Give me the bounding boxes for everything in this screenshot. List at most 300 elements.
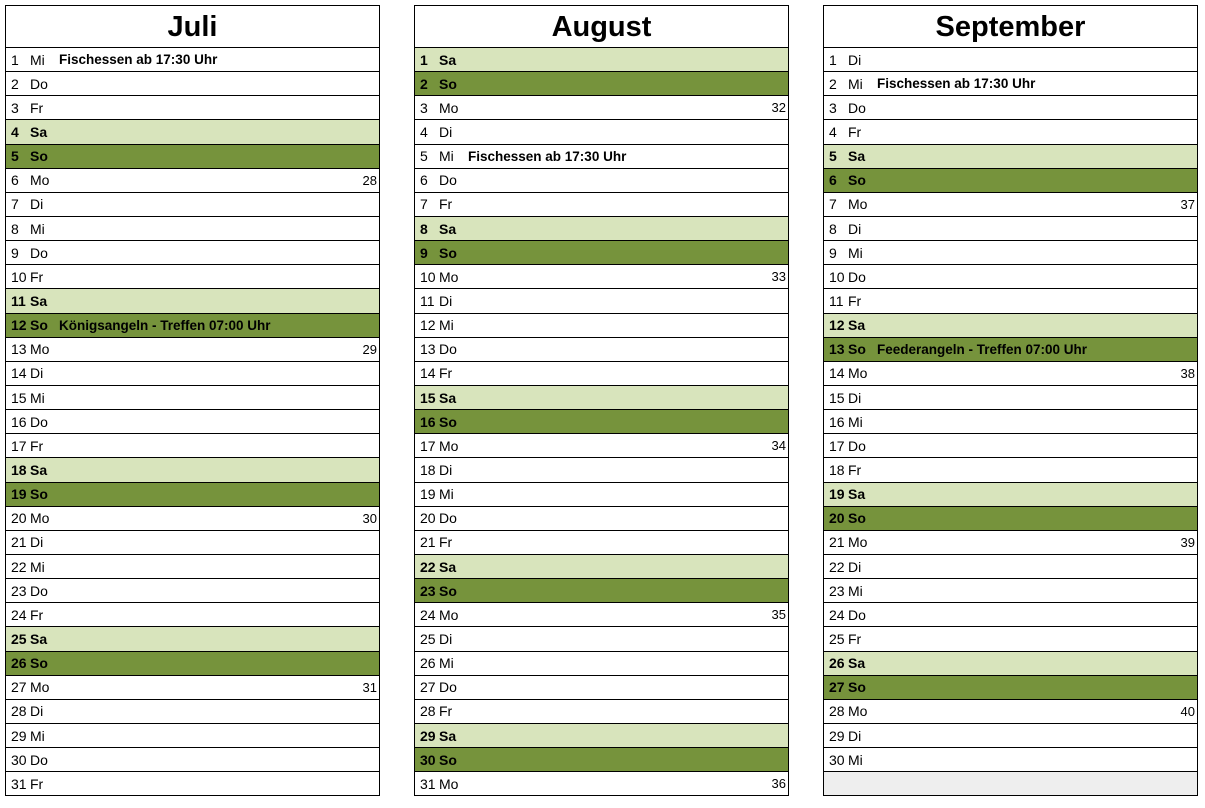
day-row (6, 483, 379, 507)
weekday: Fr (848, 292, 862, 309)
day-row (824, 652, 1197, 676)
weekday: Mo (30, 679, 50, 696)
weekday: Fr (30, 606, 44, 623)
week-number: 32 (771, 100, 786, 116)
day-row (415, 289, 788, 313)
day-row (415, 72, 788, 96)
day-row (415, 145, 788, 169)
day-number: 10 (420, 268, 436, 285)
day-row (415, 603, 788, 627)
day-row (6, 386, 379, 410)
weekday: Fr (30, 268, 44, 285)
weekday: Do (439, 679, 457, 696)
weekday: Fr (30, 99, 44, 116)
day-number: 2 (420, 75, 428, 92)
day-row (415, 700, 788, 724)
day-number: 1 (11, 51, 19, 68)
weekday: So (439, 75, 457, 92)
day-row (6, 724, 379, 748)
weekday: Mi (848, 582, 863, 599)
day-number: 19 (420, 486, 436, 503)
weekday: Di (848, 727, 862, 744)
weekday: Sa (439, 558, 457, 575)
weekday: Di (439, 461, 453, 478)
day-number: 26 (420, 655, 436, 672)
day-number: 1 (829, 51, 837, 68)
weekday: Fr (30, 437, 44, 454)
day-row (6, 72, 379, 96)
day-number: 17 (829, 437, 845, 454)
weekday: Di (848, 51, 862, 68)
day-row (6, 362, 379, 386)
day-number: 5 (420, 148, 428, 165)
weekday: Sa (30, 630, 48, 647)
day-row (6, 120, 379, 144)
weekday: Mo (439, 775, 459, 792)
day-row (415, 265, 788, 289)
month-title: September (824, 6, 1197, 48)
day-number: 20 (829, 510, 845, 527)
day-number: 9 (11, 244, 19, 261)
day-row (824, 386, 1197, 410)
day-number: 8 (829, 220, 837, 237)
day-row (824, 169, 1197, 193)
day-number: 13 (420, 341, 436, 358)
weekday: So (30, 148, 48, 165)
weekday: So (439, 582, 457, 599)
day-row (6, 458, 379, 482)
day-row (6, 748, 379, 772)
day-row (6, 531, 379, 555)
weekday: So (848, 341, 866, 358)
weekday: Fr (30, 775, 44, 792)
day-number: 16 (11, 413, 27, 430)
day-number: 24 (11, 606, 27, 623)
weekday: Di (848, 220, 862, 237)
week-number: 34 (771, 438, 786, 454)
week-number: 36 (771, 776, 786, 792)
weekday: So (848, 172, 866, 189)
weekday: Mi (439, 148, 454, 165)
day-row (415, 507, 788, 531)
event-label: Fischessen ab 17:30 Uhr (877, 76, 1036, 92)
weekday: Di (30, 534, 44, 551)
day-row (415, 579, 788, 603)
day-row (824, 338, 1197, 362)
day-number: 9 (829, 244, 837, 261)
day-number: 14 (829, 365, 845, 382)
weekday: Sa (439, 51, 457, 68)
day-row (824, 193, 1197, 217)
day-number: 17 (420, 437, 436, 454)
day-row (824, 289, 1197, 313)
day-row (415, 386, 788, 410)
day-row (415, 458, 788, 482)
day-number: 22 (829, 558, 845, 575)
day-number: 21 (829, 534, 845, 551)
weekday: Mi (848, 751, 863, 768)
day-row (415, 483, 788, 507)
weekday: Fr (848, 630, 862, 647)
month-column (414, 5, 789, 796)
week-number: 38 (1180, 365, 1195, 381)
weekday: Sa (439, 727, 457, 744)
day-row (415, 627, 788, 651)
weekday: Fr (848, 461, 862, 478)
day-number: 20 (11, 510, 27, 527)
weekday: So (439, 751, 457, 768)
day-row (824, 555, 1197, 579)
weekday: Mo (848, 365, 868, 382)
day-row (824, 603, 1197, 627)
day-row (6, 579, 379, 603)
day-number: 15 (420, 389, 436, 406)
day-number: 25 (829, 630, 845, 647)
day-row (824, 579, 1197, 603)
day-number: 26 (829, 655, 845, 672)
day-row (6, 48, 379, 72)
weekday: Do (848, 606, 866, 623)
day-number: 12 (420, 317, 436, 334)
day-row (824, 748, 1197, 772)
day-row (415, 217, 788, 241)
weekday: Mo (439, 606, 459, 623)
weekday: Mi (439, 655, 454, 672)
event-label: Königsangeln - Treffen 07:00 Uhr (59, 317, 271, 333)
day-row (824, 265, 1197, 289)
empty-row (824, 772, 1197, 796)
day-row (415, 48, 788, 72)
day-number: 30 (829, 751, 845, 768)
day-row (6, 555, 379, 579)
day-number: 21 (11, 534, 27, 551)
week-number: 31 (362, 679, 377, 695)
day-number: 13 (11, 341, 27, 358)
day-number: 17 (11, 437, 27, 454)
day-number: 11 (420, 292, 435, 309)
weekday: Sa (848, 486, 866, 503)
weekday: Mi (30, 727, 45, 744)
day-number: 8 (420, 220, 428, 237)
day-number: 3 (11, 99, 19, 116)
week-number: 40 (1180, 703, 1195, 719)
day-number: 23 (11, 582, 27, 599)
weekday: Do (848, 268, 866, 285)
week-number: 37 (1180, 196, 1195, 212)
day-row (415, 338, 788, 362)
day-number: 15 (829, 389, 845, 406)
day-number: 27 (11, 679, 27, 696)
weekday: Mi (439, 317, 454, 334)
day-number: 4 (11, 123, 19, 140)
day-row (415, 434, 788, 458)
day-number: 5 (11, 148, 19, 165)
weekday: Sa (848, 655, 866, 672)
day-row (415, 410, 788, 434)
day-row (824, 362, 1197, 386)
day-number: 31 (11, 775, 27, 792)
weekday: Do (848, 99, 866, 116)
day-row (824, 483, 1197, 507)
day-number: 10 (829, 268, 845, 285)
day-number: 29 (11, 727, 27, 744)
weekday: Do (30, 244, 48, 261)
weekday: Di (848, 389, 862, 406)
week-number: 33 (771, 269, 786, 285)
day-number: 18 (829, 461, 845, 478)
day-number: 8 (11, 220, 19, 237)
day-number: 6 (11, 172, 19, 189)
day-number: 3 (420, 99, 428, 116)
day-row (824, 410, 1197, 434)
weekday: Do (30, 75, 48, 92)
day-number: 25 (11, 630, 27, 647)
month-title: Juli (6, 6, 379, 48)
weekday: Di (30, 365, 44, 382)
day-row (824, 458, 1197, 482)
week-number: 29 (362, 341, 377, 357)
day-row (824, 217, 1197, 241)
event-label: Fischessen ab 17:30 Uhr (468, 148, 627, 164)
weekday: Sa (848, 317, 866, 334)
day-number: 19 (829, 486, 845, 503)
weekday: Sa (439, 389, 457, 406)
day-number: 4 (829, 123, 837, 140)
day-number: 23 (829, 582, 845, 599)
day-row (6, 145, 379, 169)
day-row (415, 772, 788, 796)
weekday: Mo (848, 196, 868, 213)
weekday: Mo (848, 534, 868, 551)
weekday: Sa (30, 461, 48, 478)
day-row (824, 434, 1197, 458)
day-row (824, 676, 1197, 700)
weekday: Mi (848, 75, 863, 92)
weekday: Mo (30, 172, 50, 189)
weekday: Fr (439, 703, 453, 720)
weekday: Fr (439, 534, 453, 551)
day-row (6, 652, 379, 676)
weekday: So (30, 317, 48, 334)
day-number: 12 (829, 317, 845, 334)
day-number: 20 (420, 510, 436, 527)
day-number: 23 (420, 582, 436, 599)
month-title: August (415, 6, 788, 48)
weekday: Mo (439, 99, 459, 116)
day-number: 22 (11, 558, 27, 575)
weekday: So (439, 244, 457, 261)
day-number: 28 (420, 703, 436, 720)
day-row (415, 676, 788, 700)
day-row (6, 265, 379, 289)
day-row (415, 193, 788, 217)
day-row (6, 96, 379, 120)
weekday: Di (30, 196, 44, 213)
day-row (415, 724, 788, 748)
day-number: 11 (829, 292, 844, 309)
day-row (6, 241, 379, 265)
day-row (824, 724, 1197, 748)
day-row (824, 700, 1197, 724)
day-number: 18 (420, 461, 436, 478)
day-row (824, 72, 1197, 96)
day-row (824, 531, 1197, 555)
day-number: 24 (829, 606, 845, 623)
day-number: 19 (11, 486, 27, 503)
weekday: Mo (848, 703, 868, 720)
weekday: Mi (30, 389, 45, 406)
day-row (824, 627, 1197, 651)
day-row (824, 48, 1197, 72)
day-row (824, 241, 1197, 265)
day-number: 1 (420, 51, 428, 68)
day-number: 28 (829, 703, 845, 720)
day-row (6, 772, 379, 796)
weekday: Mo (30, 341, 50, 358)
weekday: Do (30, 582, 48, 599)
day-row (415, 169, 788, 193)
weekday: So (848, 510, 866, 527)
weekday: Di (439, 630, 453, 647)
day-row (415, 314, 788, 338)
weekday: So (30, 486, 48, 503)
weekday: Di (30, 703, 44, 720)
day-row (6, 193, 379, 217)
weekday: Sa (439, 220, 457, 237)
weekday: Mi (30, 558, 45, 575)
day-number: 7 (420, 196, 428, 213)
weekday: Mi (848, 413, 863, 430)
weekday: Do (30, 751, 48, 768)
day-row (6, 410, 379, 434)
weekday: Mi (30, 220, 45, 237)
weekday: Mo (30, 510, 50, 527)
day-number: 27 (420, 679, 436, 696)
weekday: Do (848, 437, 866, 454)
weekday: Do (439, 172, 457, 189)
weekday: Di (439, 123, 453, 140)
weekday: Di (848, 558, 862, 575)
day-number: 26 (11, 655, 27, 672)
day-row (415, 555, 788, 579)
day-number: 10 (11, 268, 27, 285)
day-row (6, 338, 379, 362)
weekday: Fr (439, 365, 453, 382)
weekday: Di (439, 292, 453, 309)
weekday: Do (439, 510, 457, 527)
week-number: 35 (771, 607, 786, 623)
day-row (824, 507, 1197, 531)
day-row (6, 700, 379, 724)
month-column (5, 5, 380, 796)
day-number: 16 (829, 413, 845, 430)
day-row (415, 531, 788, 555)
day-row (824, 145, 1197, 169)
weekday: So (848, 679, 866, 696)
weekday: Sa (30, 292, 48, 309)
day-number: 6 (420, 172, 428, 189)
day-row (415, 362, 788, 386)
event-label: Fischessen ab 17:30 Uhr (59, 52, 218, 68)
weekday: Mi (30, 51, 45, 68)
day-number: 30 (420, 751, 436, 768)
event-label: Feederangeln - Treffen 07:00 Uhr (877, 341, 1088, 357)
week-number: 39 (1180, 534, 1195, 550)
day-number: 31 (420, 775, 436, 792)
day-number: 16 (420, 413, 436, 430)
weekday: Sa (848, 148, 866, 165)
day-number: 13 (829, 341, 845, 358)
day-row (6, 217, 379, 241)
day-row (824, 314, 1197, 338)
day-row (6, 314, 379, 338)
day-number: 3 (829, 99, 837, 116)
day-number: 4 (420, 123, 428, 140)
day-number: 21 (420, 534, 436, 551)
day-number: 2 (829, 75, 837, 92)
weekday: Do (439, 341, 457, 358)
week-number: 28 (362, 172, 377, 188)
day-number: 22 (420, 558, 436, 575)
day-number: 15 (11, 389, 27, 406)
day-row (6, 169, 379, 193)
day-number: 7 (829, 196, 837, 213)
weekday: Mo (439, 437, 459, 454)
day-row (415, 96, 788, 120)
day-number: 11 (11, 292, 26, 309)
weekday: Mi (848, 244, 863, 261)
day-number: 29 (420, 727, 436, 744)
day-row (6, 676, 379, 700)
day-row (824, 96, 1197, 120)
weekday: Do (30, 413, 48, 430)
day-number: 7 (11, 196, 19, 213)
month-column (823, 5, 1198, 796)
weekday: So (30, 655, 48, 672)
day-number: 25 (420, 630, 436, 647)
weekday: Mi (439, 486, 454, 503)
day-row (415, 241, 788, 265)
weekday: Mo (439, 268, 459, 285)
day-number: 30 (11, 751, 27, 768)
weekday: Fr (439, 196, 453, 213)
day-number: 5 (829, 148, 837, 165)
day-row (6, 603, 379, 627)
weekday: Sa (30, 123, 48, 140)
day-number: 2 (11, 75, 19, 92)
day-number: 14 (420, 365, 436, 382)
day-row (415, 120, 788, 144)
day-number: 12 (11, 317, 27, 334)
day-row (6, 627, 379, 651)
weekday: So (439, 413, 457, 430)
day-row (6, 507, 379, 531)
day-number: 14 (11, 365, 27, 382)
week-number: 30 (362, 510, 377, 526)
day-number: 9 (420, 244, 428, 261)
day-number: 28 (11, 703, 27, 720)
day-number: 24 (420, 606, 436, 623)
weekday: Fr (848, 123, 862, 140)
day-row (415, 748, 788, 772)
day-row (6, 434, 379, 458)
day-number: 18 (11, 461, 27, 478)
day-row (415, 652, 788, 676)
day-number: 29 (829, 727, 845, 744)
day-row (6, 289, 379, 313)
day-row (824, 120, 1197, 144)
day-number: 6 (829, 172, 837, 189)
